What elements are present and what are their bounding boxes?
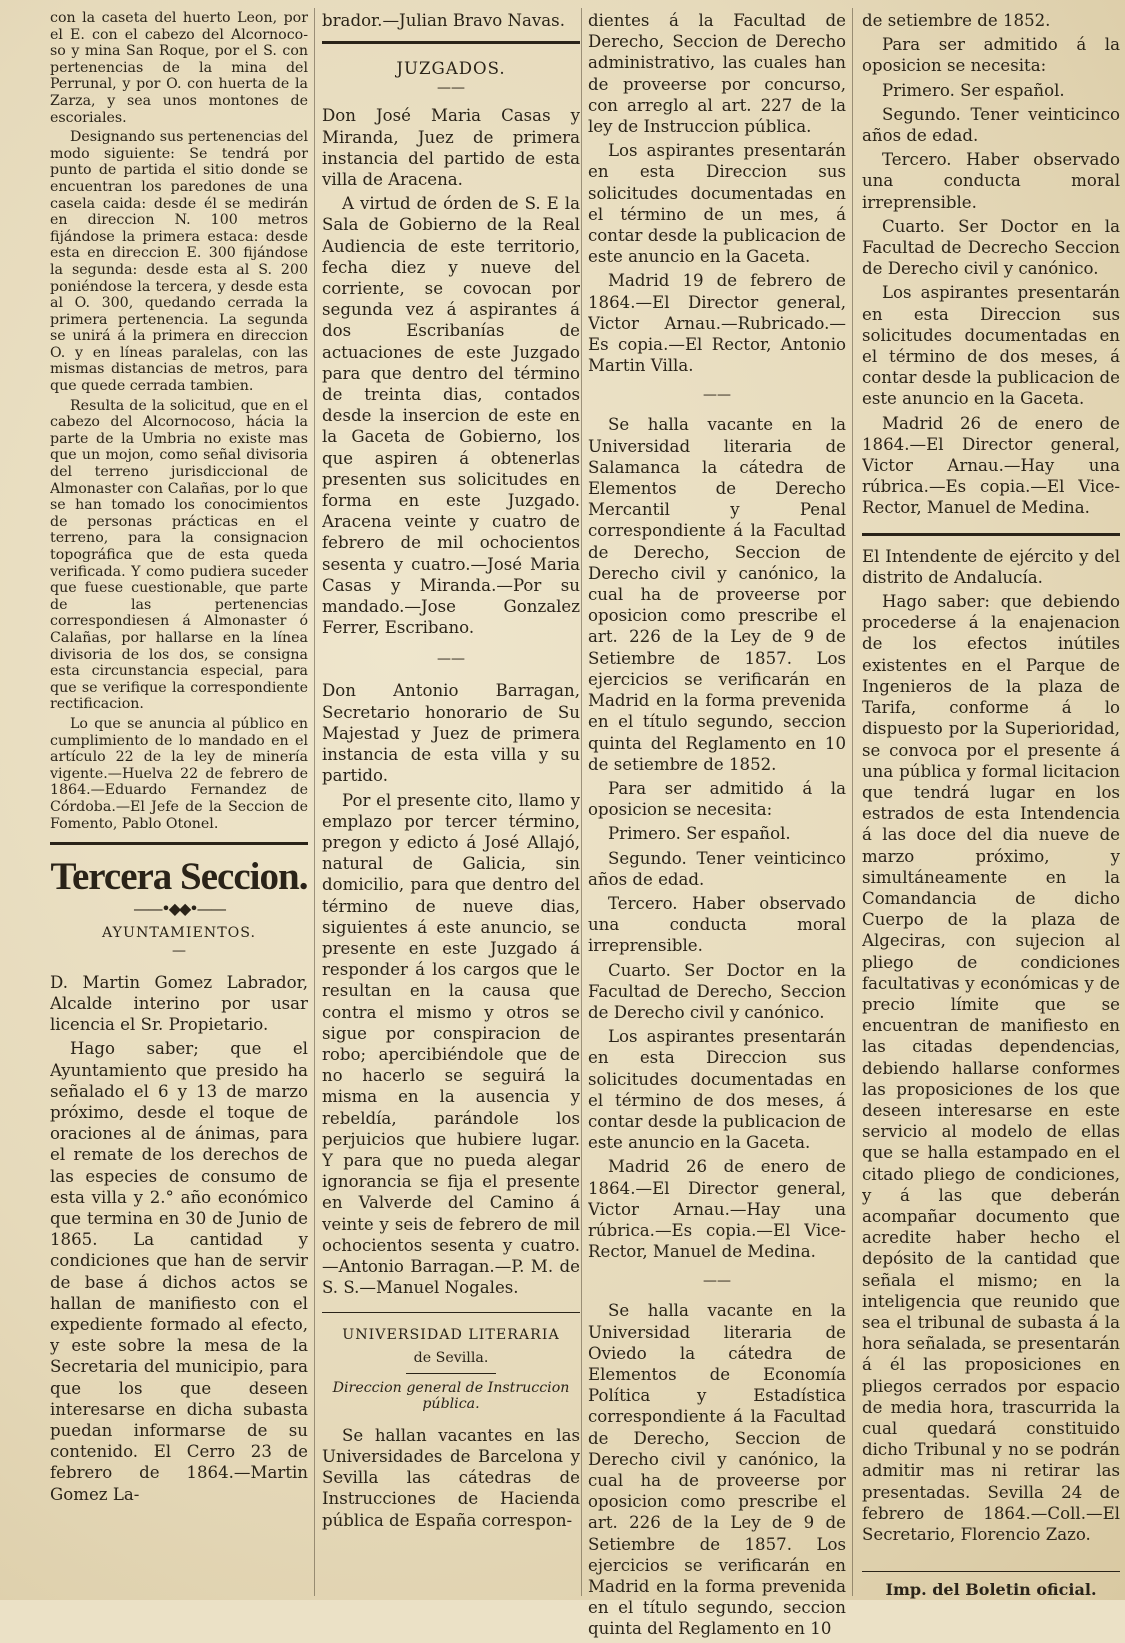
paragraph: Madrid 19 de febrero de 1864.—El Director general, Victor Arnau.—Rubricado.—Es copia.—El Rector, Antonio Martin Villa. — [588, 271, 846, 376]
paragraph: Se hallan vacantes en las Universidades de Barcelona y Sevilla las cátedras de Instrucciones de Hacienda pública de España correspon- — [322, 1425, 580, 1530]
paragraph: Se halla vacante en la Universidad literaria de Salamanca la cátedra de Elementos de Derecho Mercantil y Penal correspondiente á la Facultad de Derecho, Seccion de Derecho civil y canónico, la cual ha de proveerse por oposicion como prescribe el art. 226 de la Ley de 9 de Setiembre de 1857. Los ejercicios se verificarán en Madrid en la forma prevenida en el título segundo, seccion quinta del Reglamento en 10 de setiembre de 1852. — [588, 415, 846, 774]
paragraph: Don Antonio Barragan, Secretario honorario de Su Majestad y Juez de primera instancia de esta villa y su partido. — [322, 681, 580, 786]
paragraph: Cuarto. Ser Doctor en la Facultad de Derecho, Seccion de Derecho civil y canónico. — [588, 960, 846, 1022]
section-divider — [862, 1571, 1120, 1572]
paragraph: D. Martin Gomez Labrador, Alcalde interino por usar licencia el Sr. Propietario. — [50, 972, 308, 1035]
column-3 — [588, 10, 846, 1643]
paragraph: Cuarto. Ser Doctor en la Facultad de Decrecho Seccion de Derecho civil y canónico. — [862, 216, 1120, 279]
column-rule — [852, 8, 853, 1596]
dash: — — [172, 942, 186, 959]
paragraph: Lo que se anuncia al público en cumplimiento de lo mandado en el artículo 22 de la ley de minería vigente.—Huelva 22 de febrero de 1864.—Eduardo Fernandez de Córdoba.—El Jefe de la Seccion de Fomento, Pablo Otonel. — [50, 715, 308, 832]
paragraph: Segundo. Tener veinticinco años de edad. — [588, 848, 846, 889]
paragraph: El Intendente de ejército y del distrito de Andalucía. — [862, 546, 1120, 587]
column-rule — [314, 8, 315, 1596]
paragraph: Los aspirantes presentarán en esta Direccion sus solicitudes documentadas en el término de un mes, á contar desde la publicacion de este anuncio en la Gaceta. — [588, 141, 846, 267]
column-2 — [322, 10, 580, 1534]
section-divider — [322, 41, 580, 44]
section-heading: Direccion general de Instruccion pública. — [332, 1379, 570, 1413]
section-divider — [322, 1312, 580, 1313]
section-heading: AYUNTAMIENTOS. — [101, 925, 257, 942]
column-1 — [50, 10, 308, 1508]
paragraph: con la caseta del huerto Leon, por el E. con el cabezo del Alcornoco-so y mina San Roque, por el S. con pertenencias de la mina del Perrunal, y por O. con huerta de la Zarza, y sea unos montones de escoriales. — [50, 10, 308, 126]
paragraph: Primero. Ser español. — [608, 824, 791, 844]
paragraph: Hago saber; que el Ayuntamiento que presido ha señalado el 6 y 13 de marzo próximo, desde el toque de oraciones al de ánimas, para el remate de los derechos de las especies de consumo de esta villa y 2.° año económico que termina en 30 de Junio de 1865. La cantidad y condiciones que han de servir de base á dichos actos se hallan de manifiesto con el expediente formado al efecto, y este sobre la mesa de la Secretaria del municipio, para que los que deseen interesarse en dicha subasta puedan informarse de su contenido. El Cerro 23 de febrero de 1864.—Martin Gomez La- — [50, 1039, 308, 1504]
paragraph: Hago saber: que debiendo procederse á la enajenacion de los efectos inútiles existentes en el Parque de Ingenieros de la plaza de Tarifa, conforme á lo dispuesto por la Superioridad, se convoca por el presente á una pública y formal licitacion que tendrá lugar en los estrados de esta Intendencia á las doce del dia nueve de marzo próximo, y simultáneamente en la Comandancia de dicho Cuerpo de la plaza de Algeciras, con sujecion al pliego de condiciones facultativas y económicas y de precio límite que se encuentran de manifiesto en las citadas dependencias, debiendo hallarse conformes las proposiciones de los que deseen interesarse en este servicio al modelo de ellas que se halla estampado en el citado pliego de condiciones, y á las que deberán acompañar documento que acredite haber hecho el depósito de la cantidad que señala el mismo; en la inteligencia que reunido que sea el tribunal de subasta á la hora señalada, se presentarán á él las proposiciones en pliegos cerrados por espacio de media hora, trascurrida la cual quedará constituido dicho Tribunal y no se podrán admitir mas ni retirar las presentadas. Sevilla 24 de febrero de 1864.—Coll.—El Secretario, Florencio Zazo. — [862, 592, 1120, 1545]
paragraph: Madrid 26 de enero de 1864.—El Director general, Victor Arnau.—Hay una rúbrica.—Es copia.—El Vice-Rector, Manuel de Medina. — [588, 1157, 846, 1262]
section-heading: UNIVERSIDAD LITERARIA — [342, 1327, 560, 1344]
dash: —— — [703, 387, 731, 404]
dash: —— — [703, 1273, 731, 1290]
paragraph: Don José Maria Casas y Miranda, Juez de primera instancia del partido de esta villa de Aracena. — [322, 106, 580, 190]
section-heading: JUZGADOS. — [396, 59, 506, 79]
short-rule — [406, 1373, 496, 1374]
paragraph: Designando sus pertenencias del modo siguiente: Se tendrá por punto de partida el sitio donde se encuentran los paredones de una casela caida: desde él se medirán en direccion N. 100 metros fijándose la primera estaca: desde esta en direccion E. 300 fijándose la segunda: desde esta al S. 200 poniéndose la tercera, y desde esta al O. 300, quedando cerrada la primera pertenencia. La segunda se unirá á la primera en direccion O. y en líneas paralelas, con las mismas distancias de metros, para que quede cerrada tambien. — [50, 129, 308, 395]
paragraph: Para ser admitido á la oposicion se necesita: — [588, 778, 846, 820]
ornament: ——•◆◆•—— — [133, 899, 225, 919]
paragraph: Para ser admitido á la oposicion se necesita: — [862, 35, 1120, 76]
column-rule — [581, 8, 582, 1596]
paragraph: Primero. Ser español. — [882, 80, 1065, 100]
paragraph: brador.—Julian Bravo Navas. — [322, 11, 565, 30]
paragraph: Por el presente cito, llamo y emplazo por tercer término, pregon y edicto á José Allajó, natural de Galicia, sin domicilio, para que dentro del término de nueve dias, siguientes á este anuncio, se presente en este Juzgado á responder á los cargos que le resultan en la causa que contra el mismo y otros se sigue por conspiracion de robo; apercibiéndole que de no hacerlo se seguirá la misma en la ausencia y rebeldía, parándole los perjuicios que hubiere lugar. Y para que no pueda alegar ignorancia se fija el presente en Valverde del Camino á veinte y seis de febrero de mil ochocientos sesenta y cuatro.—Antonio Barragan.—P. M. de S. S.—Manuel Nogales. — [322, 790, 580, 1298]
section-divider — [862, 533, 1120, 536]
section-title: Tercera Seccion. — [50, 855, 308, 899]
paragraph: Resulta de la solicitud, que en el cabezo del Alcornocoso, hácia la parte de la Umbria no existe mas que un mojon, como señal divisoria del terreno jurisdiccional de Almonaster con Calañas, por lo que se han tomado los conocimientos de personas prácticas en el terreno, para la consignacion topográfica que de esta queda verificada. Y como pudiera suceder que fuese cuestionable, que parte de las pertenencias correspondiesen á Almonaster ó Calañas, por hallarse en la línea divisoria de los dos, se consigna esta circunstancia especial, para que se verifique la correspondiente rectificacion. — [50, 397, 308, 713]
section-subheading: de Sevilla. — [413, 1349, 489, 1366]
paragraph: dientes á la Facultad de Derecho, Seccion de Derecho administrativo, las cuales han de proveerse por concurso, con arreglo al art. 227 de la ley de Instruccion pública. — [588, 11, 846, 137]
paragraph: Madrid 26 de enero de 1864.—El Director general, Victor Arnau.—Hay una rúbrica.—Es copia.—El Vice-Rector, Manuel de Medina. — [862, 413, 1120, 518]
paragraph: de setiembre de 1852. — [862, 11, 1051, 30]
paragraph: Tercero. Haber observado una conducta moral irreprensible. — [862, 150, 1120, 212]
paragraph: Los aspirantes presentarán en esta Direccion sus solicitudes documentadas en el término de dos meses, á contar desde la publicacion de este anuncio en la Gaceta. — [862, 283, 1120, 409]
dash: —— — [437, 651, 465, 668]
paragraph: Se halla vacante en la Universidad literaria de Oviedo la cátedra de Elementos de Economía Política y Estadística correspondiente á la Facultad de Derecho, Seccion de Derecho civil y canónico, la cual ha de proveerse por oposicion como prescribe el art. 226 de la Ley de 9 de Setiembre de 1857. Los ejercicios se verificarán en Madrid en la forma prevenida en el título segundo, seccion quinta del Reglamento en 10 — [588, 1301, 846, 1639]
paragraph: Tercero. Haber observado una conducta moral irreprensible. — [588, 893, 846, 956]
paragraph: A virtud de órden de S. E la Sala de Gobierno de la Real Audiencia de este territorio, fecha diez y nueve del corriente, se covocan por segunda vez á aspirantes á dos Escribanías de actuaciones de este Juzgado para que dentro del término de treinta dias, contados desde la insercion de este en la Gaceta de Gobierno, los que aspiren á obtenerlas presenten sus solicitudes en forma en este Juzgado. Aracena veinte y cuatro de febrero de mil ochocientos sesenta y cuatro.—José Maria Casas y Miranda.—Por su mandado.—Jose Gonzalez Ferrer, Escribano. — [322, 194, 580, 638]
dash: —— — [437, 80, 465, 97]
column-4 — [862, 10, 1120, 1599]
section-divider — [50, 842, 308, 845]
printer-imprint: Imp. del Boletin oficial. — [885, 1580, 1097, 1600]
paragraph: Segundo. Tener veinticinco años de edad. — [862, 104, 1120, 146]
paragraph: Los aspirantes presentarán en esta Direccion sus solicitudes documentadas en el término de dos meses, á contar desde la publicacion de este anuncio en la Gaceta. — [588, 1027, 846, 1153]
